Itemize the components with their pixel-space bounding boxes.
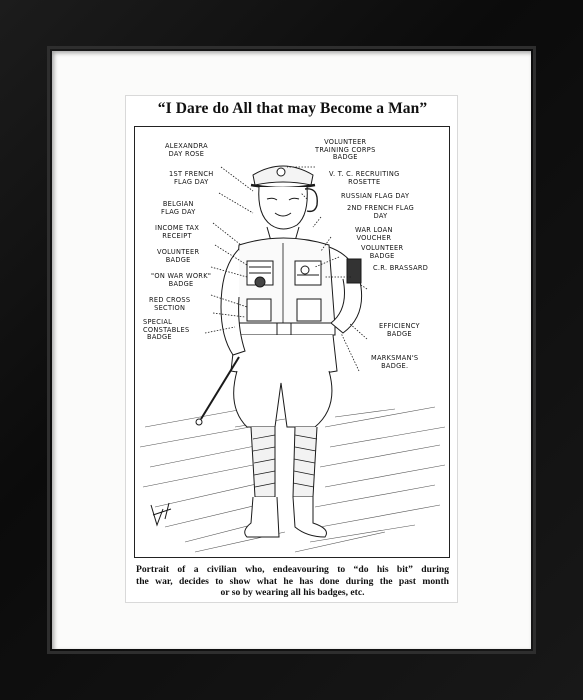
label-belgian-flag-day: BELGIAN FLAG DAY	[161, 200, 196, 216]
caption-line-1: Portrait of a civilian who, endeavouring to “do his bit” during	[136, 564, 449, 575]
right-boot	[293, 497, 327, 537]
label-second-french-flag-day: 2ND FRENCH FLAG DAY	[347, 204, 415, 220]
cartoon-illustration	[134, 126, 450, 558]
label-war-loan-voucher: WAR LOAN VOUCHER	[355, 226, 393, 242]
label-red-cross-section: RED CROSS SECTION	[149, 296, 191, 312]
label-cr-brassard: C.R. BRASSARD	[373, 264, 429, 272]
artist-monogram	[151, 503, 171, 525]
label-vtc-recruiting-rosette: V. T. C. RECRUITING ROSETTE	[329, 170, 400, 186]
caption-line-2: the war, decides to show what he has done during the past month	[136, 575, 449, 587]
label-volunteer-badge-right: VOLUNTEER BADGE	[361, 244, 404, 260]
ground-hatching	[140, 407, 445, 552]
cartoon-print	[125, 95, 458, 603]
label-efficiency-badge: EFFICIENCY BADGE	[379, 322, 420, 338]
label-volunteer-badge-left: VOLUNTEER BADGE	[157, 248, 200, 264]
label-vtc-badge: VOLUNTEER TRAINING CORPS BADGE	[315, 138, 376, 162]
swagger-stick	[201, 357, 239, 419]
cartoon-caption	[136, 564, 449, 599]
label-on-war-work-badge: "ON WAR WORK" BADGE	[151, 272, 212, 288]
cartoon-title: “I Dare do All that may Become a Man”	[157, 100, 428, 117]
breeches	[234, 371, 332, 427]
head	[259, 187, 308, 229]
label-special-constables-badge: SPECIAL CONSTABLES BADGE	[143, 318, 190, 342]
label-russian-flag-day: RUSSIAN FLAG DAY	[341, 192, 410, 200]
left-boot	[245, 497, 279, 537]
label-income-tax-receipt: INCOME TAX RECEIPT	[155, 224, 200, 240]
label-marksmans-badge: MARKSMAN'S BADGE.	[371, 354, 419, 370]
caption-line-3: or so by wearing all his badges, etc.	[220, 587, 365, 599]
mat-board	[52, 51, 531, 649]
label-first-french-flag-day: 1ST FRENCH FLAG DAY	[169, 170, 214, 186]
label-alexandra-day-rose: ALEXANDRA DAY ROSE	[165, 142, 208, 158]
